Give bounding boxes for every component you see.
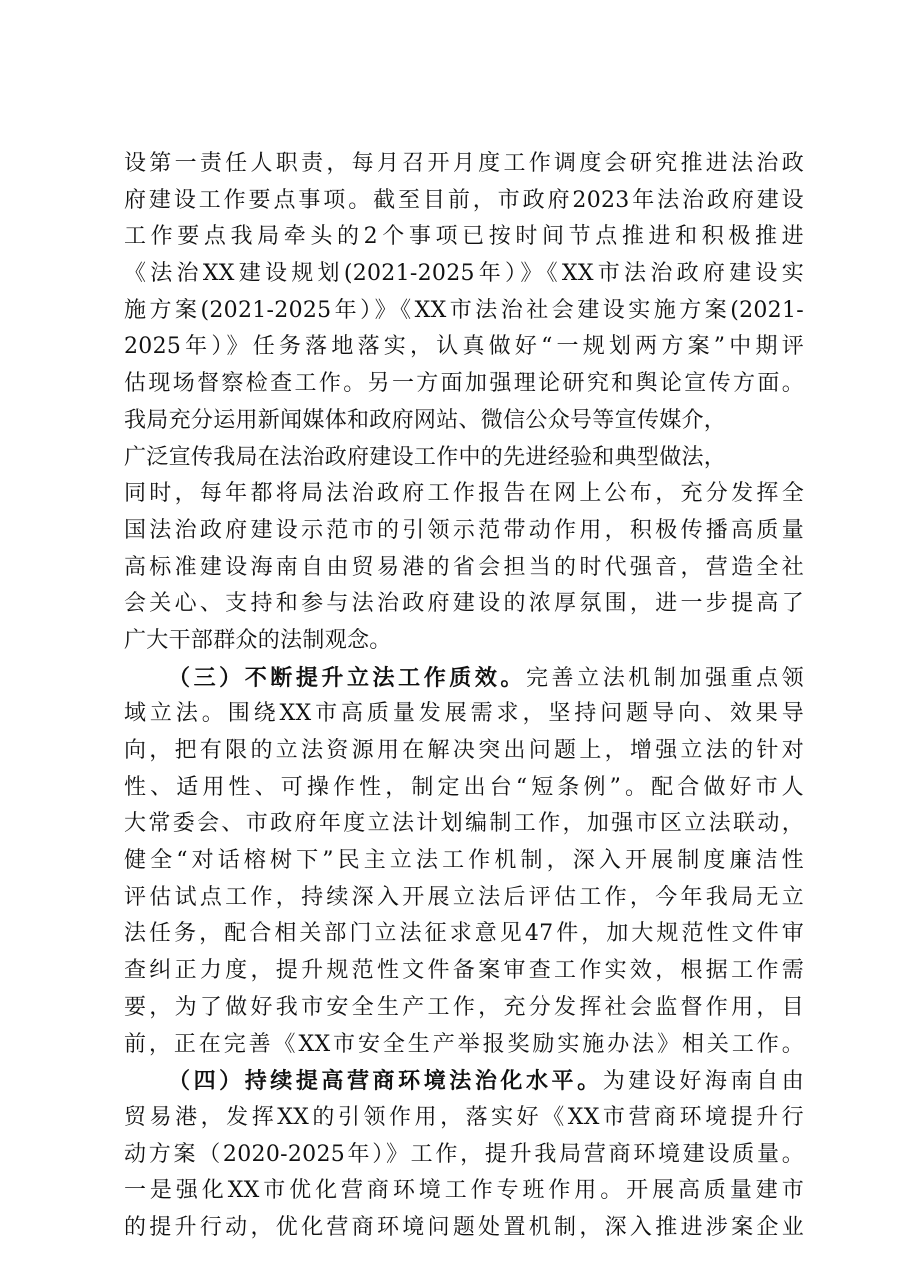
text-line: 向，把有限的立法资源用在解决突出问题上，增强立法的针对	[124, 738, 804, 763]
text-line: 一是强化XX市优化营商环境工作专班作用。开展高质量建市	[124, 1178, 804, 1204]
text-line: 广大干部群众的法制观念。	[124, 627, 392, 653]
section-heading: （三）不断提升立法工作质效。	[168, 664, 526, 691]
text-line: 《法治XX建设规划(2021-2025年）》《XX市法治政府建设实	[124, 261, 804, 287]
text-line	[124, 1063, 804, 1100]
text-line: 前，正在完善《XX市安全生产举报奖励实施办法》相关工作。	[124, 1031, 804, 1057]
line-text: 完善立法机制加强重点领	[525, 665, 804, 691]
text-line: 动方案（2020-2025年）》工作，提升我局营商环境建设质量。	[124, 1141, 804, 1167]
text-line: 施方案(2021-2025年）》《XX市法治社会建设实施方案(2021-	[124, 297, 804, 323]
text-line: 工作要点我局牵头的2个事项已按时间节点推进和积极推进	[124, 224, 804, 250]
text-line: 的提升行动，优化营商环境问题处置机制，深入推进涉案企业	[124, 1214, 804, 1240]
text-line	[124, 660, 804, 697]
text-line: 国法治政府建设示范市的引领示范带动作用，积极传播高质量	[124, 517, 804, 543]
text-line: 2025年）》任务落地落实，认真做好“一规划两方案”中期评	[124, 334, 804, 360]
text-line: 府建设工作要点事项。截至目前，市政府2023年法治政府建设	[124, 187, 804, 213]
text-line: 我局充分运用新闻媒体和政府网站、微信公众号等宣传媒介，	[124, 407, 727, 433]
section-heading: （四）持续提高营商环境法治化水平。	[168, 1068, 603, 1095]
text-line: 大常委会、市政府年度立法计划编制工作，加强市区立法联动，	[124, 811, 804, 837]
text-line: 估现场督察检查工作。另一方面加强理论研究和舆论宣传方面。	[124, 371, 804, 397]
text-line: 要，为了做好我市安全生产工作，充分发挥社会监督作用，目	[124, 994, 804, 1020]
document-body	[124, 146, 804, 1247]
text-line: 评估试点工作，持续深入开展立法后评估工作，今年我局无立	[124, 884, 804, 910]
text-line: 健全“对话榕树下”民主立法工作机制，深入开展制度廉洁性	[124, 848, 804, 874]
text-line: 高标准建设海南自由贸易港的省会担当的时代强音，营造全社	[124, 554, 804, 580]
text-line: 法任务，配合相关部门立法征求意见47件，加大规范性文件审	[124, 921, 804, 947]
text-line: 设第一责任人职责，每月召开月度工作调度会研究推进法治政	[124, 151, 804, 176]
text-line: 广泛宣传我局在法治政府建设工作中的先进经验和典型做法，	[124, 444, 727, 470]
line-text: 为建设好海南自由	[602, 1069, 804, 1095]
text-line: 贸易港，发挥XX的引领作用，落实好《XX市营商环境提升行	[124, 1104, 804, 1130]
text-line: 会关心、支持和参与法治政府建设的浓厚氛围，进一步提高了	[124, 591, 804, 617]
text-line: 查纠正力度，提升规范性文件备案审查工作实效，根据工作需	[124, 958, 804, 984]
text-line: 同时，每年都将局法治政府工作报告在网上公布，充分发挥全	[124, 481, 804, 507]
text-line: 性、适用性、可操作性，制定出台“短条例”。配合做好市人	[124, 774, 804, 800]
text-line: 域立法。围绕XX市高质量发展需求，坚持问题导向、效果导	[124, 701, 804, 727]
